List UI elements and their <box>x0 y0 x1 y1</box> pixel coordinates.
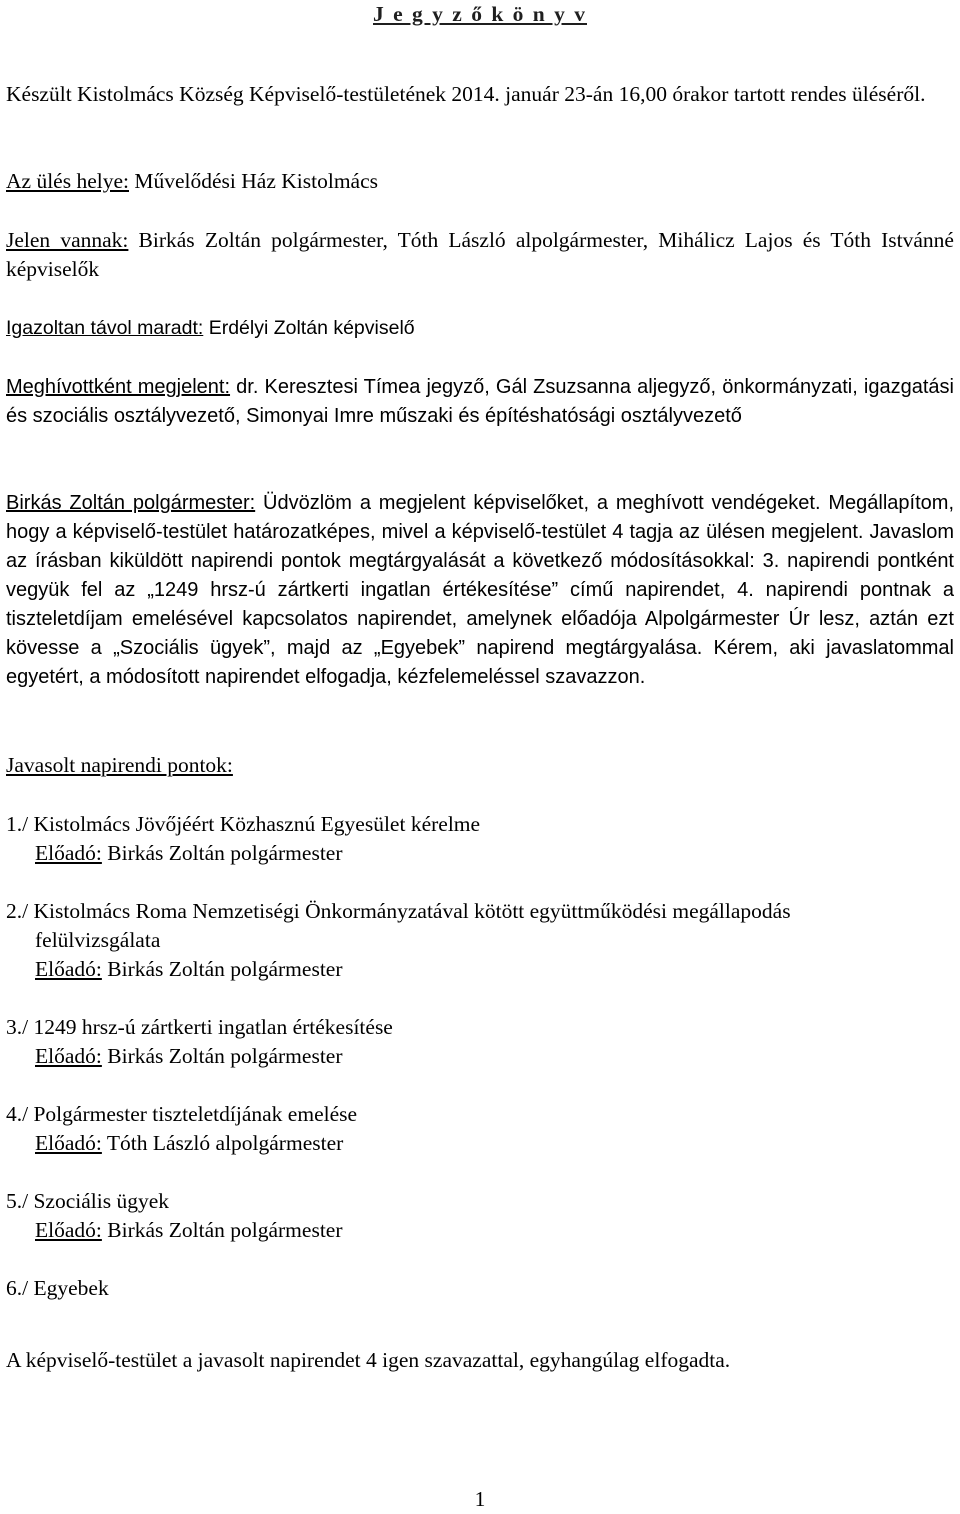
presenter-name: Birkás Zoltán polgármester <box>101 957 343 981</box>
intro-paragraph: Készült Kistolmács Község Képviselő-testületének 2014. január 23-án 16,00 órakor tartott rendes üléséről. <box>6 82 926 106</box>
venue-value: Művelődési Ház Kistolmács <box>129 169 378 193</box>
agenda-item-4-title: 4./ Polgármester tiszteletdíjának emelése <box>6 1102 358 1126</box>
agenda-item-2-title-cont: felülvizsgálata <box>35 928 161 952</box>
agenda-item-1-title: 1./ Kistolmács Jövőjéért Közhasznú Egyesület kérelme <box>6 812 481 836</box>
present-label: Jelen vannak: <box>6 228 129 252</box>
presenter-name: Tóth László alpolgármester <box>101 1131 344 1155</box>
agenda-item-4-presenter <box>35 1129 954 1158</box>
agenda-item-6-title: 6./ Egyebek <box>6 1276 109 1300</box>
agenda-heading: Javasolt napirendi pontok: <box>6 753 233 777</box>
presenter-name: Birkás Zoltán polgármester <box>101 841 343 865</box>
agenda-item-2-presenter <box>35 955 954 984</box>
present-paragraph <box>6 226 954 284</box>
conclusion-paragraph: A képviselő-testület a javasolt napirendet 4 igen szavazattal, egyhangúlag elfogadta. <box>6 1348 731 1372</box>
agenda-item-3-presenter <box>35 1042 954 1071</box>
invited-value: dr. Keresztesi Tímea jegyző, Gál Zsuzsanna aljegyző, önkormányzati, igazgatási és szociális osztályvezető, Simonyai Imre műszaki és építéshatósági osztályvezető <box>6 376 954 427</box>
absent-label: Igazoltan távol maradt: <box>6 317 204 339</box>
absent-value: Erdélyi Zoltán képviselő <box>203 317 415 339</box>
mayor-speech-label: Birkás Zoltán polgármester: <box>6 492 256 514</box>
venue-label: Az ülés helye: <box>6 169 129 193</box>
agenda-item-5-presenter <box>35 1216 954 1245</box>
venue-line <box>6 167 954 196</box>
agenda-item-2-title: 2./ Kistolmács Roma Nemzetiségi Önkormányzatával kötött együttműködési megállapodás <box>6 899 791 923</box>
invited-paragraph <box>6 373 954 431</box>
page-number: 1 <box>474 1487 486 1511</box>
presenter-label: Előadó: <box>35 1218 102 1242</box>
presenter-name: Birkás Zoltán polgármester <box>101 1218 343 1242</box>
agenda-item-3-title: 3./ 1249 hrsz-ú zártkerti ingatlan értékesítése <box>6 1015 393 1039</box>
presenter-label: Előadó: <box>35 957 102 981</box>
invited-label: Meghívottként megjelent: <box>6 376 231 398</box>
mayor-speech-value: Üdvözlöm a megjelent képviselőket, a meghívott vendégeket. Megállapítom, hogy a képviselő-testület határozatképes, mivel a képviselő-testület 4 tagja az ülésen megjelent. Javaslom az írásban kiküldött napirendi pontok megtárgyalását a következő módosításokkal: 3. napirendi pontként vegyük fel az „1249 hrsz-ú zártkerti ingatlan értékesítése” című napirendet, 4. napirendi pontnak a tiszteletdíjam emelésével kapcsolatos napirendet, amelynek előadója Alpolgármester Úr lesz, aztán ezt kövesse a „Szociális ügyek”, majd az „Egyebek” napirend megtárgyalása. Kérem, aki javaslatommal egyetért, a módosított napirendet elfogadja, kézfelemeléssel szavazzon. <box>6 492 954 688</box>
present-value: Birkás Zoltán polgármester, Tóth László alpolgármester, Mihálicz Lajos és Tóth Istvánné képviselők <box>6 228 954 281</box>
absent-line <box>6 314 954 343</box>
mayor-speech-paragraph <box>6 489 954 692</box>
presenter-label: Előadó: <box>35 841 102 865</box>
presenter-label: Előadó: <box>35 1044 102 1068</box>
agenda-item-5-title: 5./ Szociális ügyek <box>6 1189 170 1213</box>
presenter-name: Birkás Zoltán polgármester <box>101 1044 343 1068</box>
agenda-item-1-presenter <box>35 839 954 868</box>
presenter-label: Előadó: <box>35 1131 102 1155</box>
document-title: J e g y z ő k ö n y v <box>373 2 587 26</box>
